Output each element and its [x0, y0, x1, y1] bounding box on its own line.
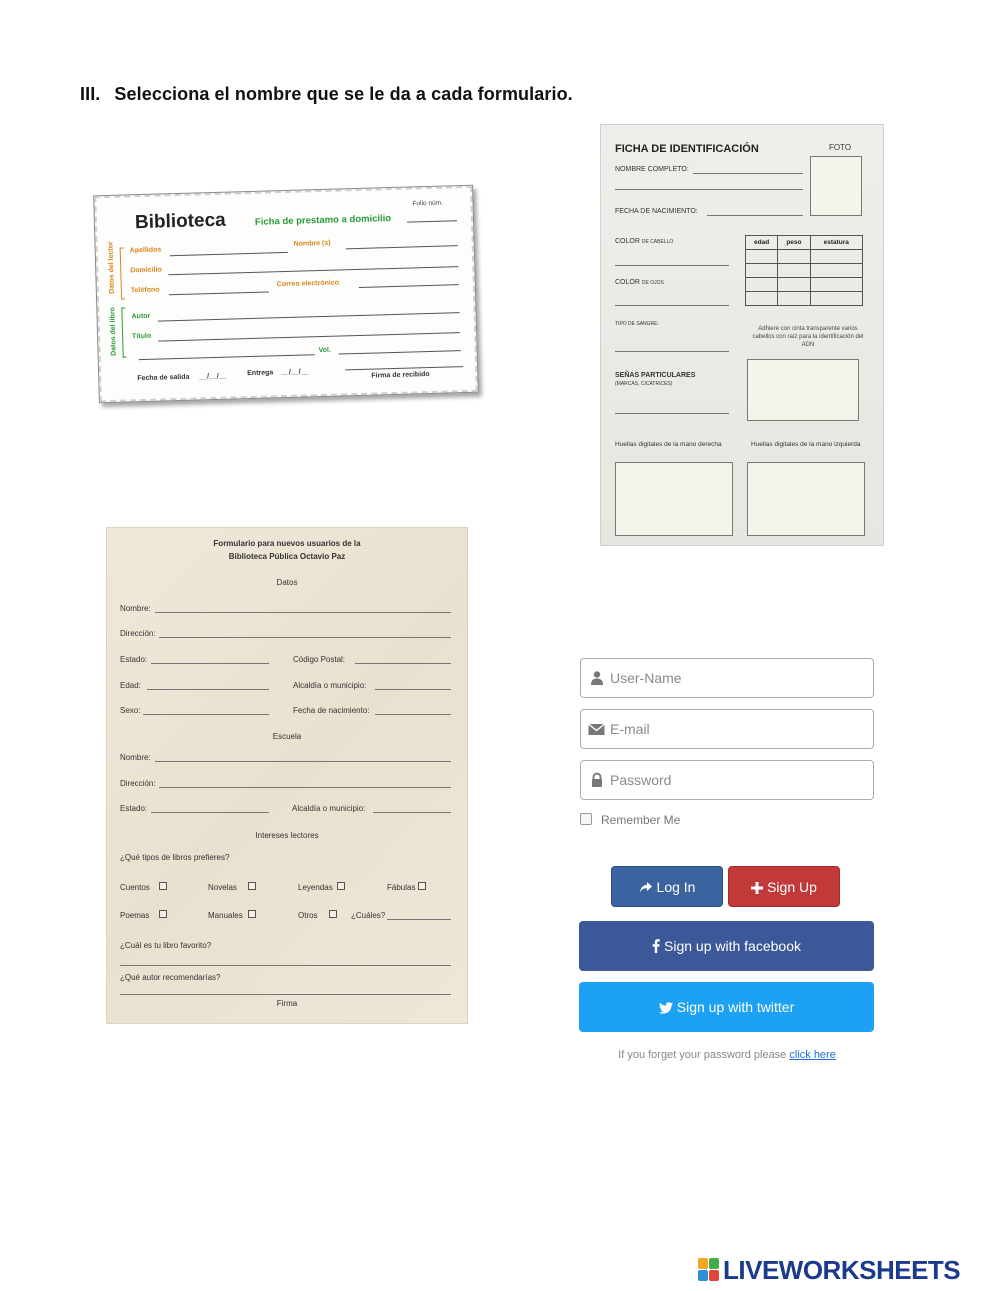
ficha-color-ojos-small: DE OJOS: [641, 280, 664, 286]
ficha-foto-label: FOTO: [829, 143, 852, 152]
form2-cuentos-checkbox: [159, 882, 167, 890]
login-label: Log In: [656, 879, 696, 895]
ficha-adn-note: Adhiere con cinta transparente varios cabellos con raíz para la identificación del ADN: [752, 326, 864, 348]
form2-q-autor: ¿Qué autor recomendarías?: [120, 973, 221, 982]
login-button[interactable]: [611, 866, 723, 907]
form2-otros-checkbox: [329, 910, 337, 918]
form2-novelas: Novelas: [208, 883, 237, 892]
form2-novelas-checkbox: [248, 882, 256, 890]
form2-intereses: Intereses lectores: [255, 831, 319, 840]
bib-titulo: Título: [132, 332, 152, 341]
facebook-icon: [652, 939, 660, 953]
form2-title-2: Biblioteca Pública Octavio Paz: [228, 552, 346, 561]
bib-entrega-blank: __/__/__: [281, 368, 309, 377]
ficha-senas: SEÑAS PARTICULARES: [615, 372, 696, 379]
ficha-measurements-table: [745, 235, 863, 306]
bib-domicilio: Domicilio: [130, 266, 162, 275]
ficha-title: FICHA DE IDENTIFICACIÓN: [615, 143, 759, 155]
form2-nombre: Nombre:: [120, 604, 151, 613]
form2-estado: Estado:: [120, 655, 148, 664]
plus-icon: [751, 882, 763, 894]
ficha-identificacion-image: [600, 124, 884, 546]
form2-q-favorito: ¿Cuál es tu libro favorito?: [120, 941, 212, 950]
password-placeholder: Password: [610, 772, 672, 788]
signup-label: Sign Up: [767, 879, 817, 895]
twitter-label: Sign up with twitter: [676, 999, 795, 1015]
email-input[interactable]: [580, 709, 874, 749]
form2-title-1: Formulario para nuevos usuarios de la: [213, 539, 361, 548]
form2-escuela: Escuela: [272, 732, 302, 741]
form2-fabulas-checkbox: [418, 882, 426, 890]
ficha-color-cabello: COLOR: [615, 238, 640, 245]
remember-label: Remember Me: [601, 813, 681, 827]
ficha-col-edad: edad: [746, 236, 778, 250]
bib-entrega: Entrega: [247, 369, 274, 378]
liveworksheets-mark-icon: [698, 1258, 720, 1282]
form2-manuales-checkbox: [248, 910, 256, 918]
remember-me[interactable]: [580, 813, 680, 827]
form2-poemas: Poemas: [120, 911, 150, 920]
forgot-text: If you forget your password please: [618, 1049, 787, 1061]
signup-button[interactable]: [728, 866, 840, 907]
bib-apellidos: Apellidos: [129, 246, 162, 255]
bib-title: Biblioteca: [134, 209, 227, 234]
biblioteca-loan-card-image: [93, 185, 479, 404]
ficha-tipo-sangre: TIPO DE SANGRE:: [615, 321, 659, 327]
form2-firma: Firma: [276, 999, 298, 1008]
form2-escuela-nombre: Nombre:: [120, 753, 151, 762]
ficha-hair-box: [747, 359, 859, 421]
formulario-nuevos-usuarios-image: [106, 527, 468, 1024]
bib-fecha-salida-blank: __/__/__: [199, 372, 227, 381]
exercise-heading: [80, 84, 573, 105]
bib-fecha-salida: Fecha de salida: [137, 373, 190, 383]
bib-nombre: Nombre (s): [293, 239, 331, 248]
form2-cp: Código Postal:: [293, 655, 346, 664]
bib-firma: Firma de recibido: [371, 371, 430, 380]
exercise-number: III.: [80, 84, 101, 104]
form2-otros: Otros: [298, 911, 318, 920]
facebook-label: Sign up with facebook: [664, 938, 801, 954]
lock-icon: [589, 772, 605, 788]
form2-manuales: Manuales: [208, 911, 243, 920]
form2-fabulas: Fábulas: [387, 883, 416, 892]
exercise-instruction: Selecciona el nombre que se le da a cada formulario.: [114, 84, 573, 104]
form2-leyendas-checkbox: [337, 882, 345, 890]
form2-escuela-alcaldia: Alcaldía o municipio:: [292, 804, 366, 813]
form2-fecha-nac: Fecha de nacimiento:: [293, 706, 370, 715]
bib-folio: Folio núm.: [412, 199, 443, 208]
bib-side-book: Datos del libro: [109, 307, 118, 356]
form2-leyendas: Leyendas: [298, 883, 333, 892]
form2-alcaldia: Alcaldía o municipio:: [293, 681, 367, 690]
bib-side-user: Datos del lector: [107, 241, 116, 294]
ficha-nacimiento: FECHA DE NACIMIENTO:: [615, 208, 698, 215]
ficha-huellas-derecha: Huellas digitales de la mano derecha: [615, 441, 722, 448]
ficha-nombre: NOMBRE COMPLETO:: [615, 166, 689, 173]
form2-cuentos: Cuentos: [120, 883, 150, 892]
form2-edad: Edad:: [120, 681, 141, 690]
form2-poemas-checkbox: [159, 910, 167, 918]
ficha-senas-small: (MARCAS, CICATRICES): [615, 381, 673, 387]
ficha-right-hand-box: [615, 462, 733, 536]
form2-cuales: ¿Cuáles?: [351, 911, 386, 920]
remember-checkbox[interactable]: [580, 813, 592, 825]
bib-subtitle: Ficha de prestamo a domicilio: [254, 213, 392, 228]
username-placeholder: User-Name: [610, 670, 682, 686]
bib-vol: Vol.: [318, 346, 332, 355]
ficha-color-cabello-small: DE CABELLO: [641, 239, 674, 245]
form2-q-tipos: ¿Qué tipos de libros prefieres?: [120, 853, 230, 862]
form2-datos: Datos: [276, 578, 298, 587]
forgot-password-link[interactable]: click here: [789, 1049, 836, 1061]
ficha-color-ojos: COLOR: [615, 279, 640, 286]
form2-sexo: Sexo:: [120, 706, 141, 715]
envelope-icon: [587, 721, 606, 737]
bib-telefono: Teléfono: [130, 286, 160, 295]
share-arrow-icon: [639, 881, 653, 894]
ficha-photo-box: [810, 156, 862, 216]
forgot-password-text: [580, 1049, 874, 1061]
bib-correo: Correo electrónico: [276, 279, 340, 289]
email-placeholder: E-mail: [610, 721, 650, 737]
twitter-signup-button[interactable]: [579, 982, 874, 1032]
form2-escuela-direccion: Dirección:: [120, 779, 156, 788]
facebook-signup-button[interactable]: [579, 921, 874, 971]
twitter-icon: [659, 1002, 673, 1014]
liveworksheets-wordmark: LIVEWORKSHEETS: [723, 1254, 961, 1285]
ficha-left-hand-box: [747, 462, 865, 536]
user-icon: [589, 670, 605, 686]
bib-autor: Autor: [131, 312, 151, 321]
password-input[interactable]: [580, 760, 874, 800]
ficha-huellas-izquierda: Huellas digitales de la mano izquierda: [751, 441, 861, 448]
liveworksheets-logo: [698, 1256, 960, 1284]
username-input[interactable]: [580, 658, 874, 698]
ficha-col-peso: peso: [778, 236, 810, 250]
ficha-col-estatura: estatura: [810, 236, 862, 250]
form2-direccion: Dirección:: [120, 629, 156, 638]
form2-escuela-estado: Estado:: [120, 804, 148, 813]
